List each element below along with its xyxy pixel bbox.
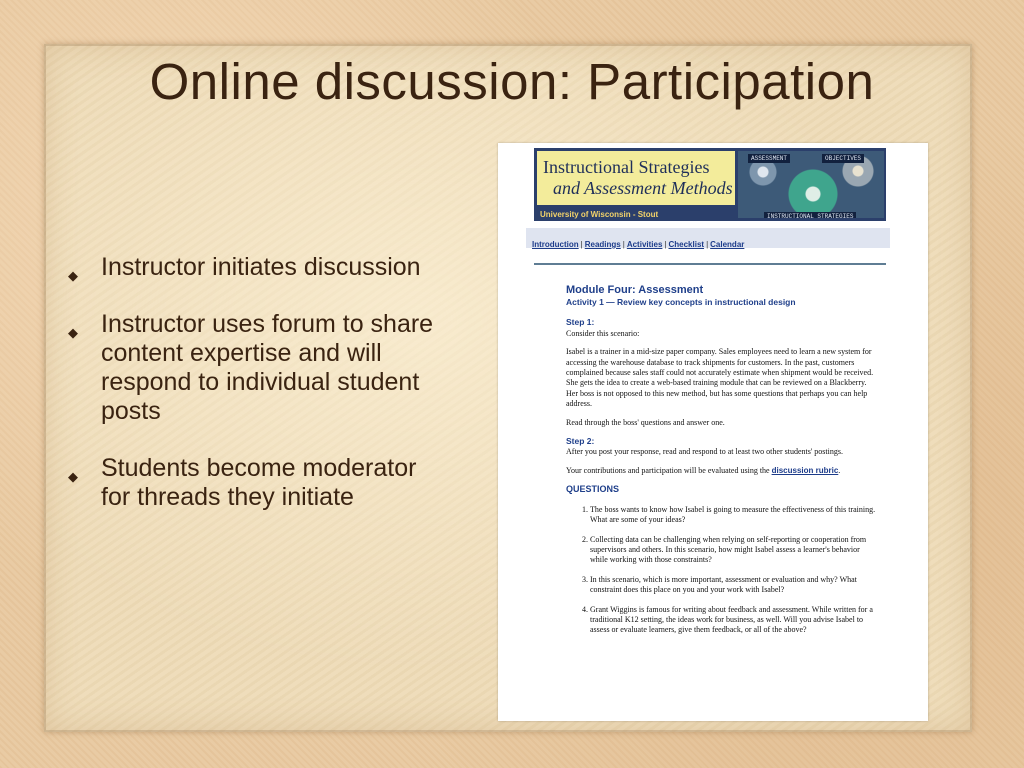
question-item: 3. In this scenario, which is more important, assessment or evaluation and why? What constraint does this place on you and your work with Isabel? — [590, 575, 876, 596]
bullet-item — [68, 253, 438, 282]
question-item: 4. Grant Wiggins is famous for writing about feedback and assessment. While written for a traditional K12 setting, the ideas work for business, as well. Will you advise Isabel to assess or evaluate learners, give them feedback, or all of the above? — [590, 605, 876, 636]
evaluation-text — [566, 466, 876, 476]
bullet-item — [68, 310, 438, 426]
divider — [534, 263, 886, 265]
module-title: Module Four: Assessment — [566, 284, 704, 296]
step1 — [566, 317, 876, 339]
bullet-item — [68, 454, 438, 512]
activity-title: Activity 1 — Review key concepts in instructional design — [566, 297, 796, 307]
question-item: 2. Collecting data can be challenging when relying on self-reporting or cooperation from supervisors and others. In this scenario, how might Isabel assess a learner's behavior while working with those constraints? — [590, 535, 876, 566]
banner-title-line1: Instructional Strategies — [543, 157, 710, 177]
course-banner — [534, 148, 886, 221]
banner-title-line2: and Assessment Methods — [553, 178, 733, 198]
assessment-tab[interactable]: ASSESSMENT — [748, 154, 790, 163]
questions-list — [566, 505, 876, 636]
scenario-text: Isabel is a trainer in a mid-size paper company. Sales employees need to learn a new system for accessing the warehouse database to track shipments for customers. In the past, customers complained because sales staff could not accurately estimate when shipment would be received. She gets the idea to create a web-based training module that can be reviewed on a Blackberry. Her boss is not opposed to this new method, but has some questions that perhaps you can help address. — [566, 347, 874, 409]
gears-graphic — [738, 151, 884, 218]
step2-label: Step 2: — [566, 436, 595, 447]
bullet-text: Students become moderator for threads they initiate — [101, 454, 417, 511]
banner-subtitle: University of Wisconsin - Stout — [540, 210, 659, 219]
diamond-bullet-icon: ◆ — [68, 268, 78, 283]
evaluation-end: . — [838, 465, 841, 475]
course-nav: Introduction | Readings | Activities | Checklist | Calendar — [526, 228, 890, 248]
step2-text: After you post your response, read and respond to at least two other students' postings. — [566, 447, 843, 457]
step1-text: Consider this scenario: — [566, 328, 640, 338]
nav-introduction[interactable]: Introduction — [532, 240, 579, 249]
evaluation-sentence: Your contributions and participation will be evaluated using the — [566, 465, 770, 475]
module-content — [566, 284, 876, 645]
nav-activities[interactable]: Activities — [626, 240, 663, 249]
bullet-text: Instructor initiates discussion — [101, 253, 421, 281]
step2 — [566, 436, 876, 458]
nav-calendar[interactable]: Calendar — [710, 240, 745, 249]
questions-heading: QUESTIONS — [566, 484, 620, 495]
bullet-list — [68, 253, 438, 540]
diamond-bullet-icon: ◆ — [68, 325, 78, 340]
question-item: 1. The boss wants to know how Isabel is going to measure the effectiveness of this training. What are some of your ideas? — [590, 505, 876, 526]
diamond-bullet-icon: ◆ — [68, 469, 78, 484]
read-through-text: Read through the boss' questions and answer one. — [566, 417, 725, 427]
nav-checklist[interactable]: Checklist — [668, 240, 705, 249]
gear-icon — [784, 165, 842, 218]
bullet-text: Instructor uses forum to share content expertise and will respond to individual student posts — [101, 310, 434, 425]
discussion-rubric-link[interactable]: discussion rubric — [771, 465, 839, 475]
banner-title-box — [537, 151, 735, 205]
slide-title: Online discussion: Participation — [149, 53, 875, 110]
course-page-screenshot — [498, 143, 928, 721]
objectives-tab[interactable]: OBJECTIVES — [822, 154, 864, 163]
course-page — [526, 143, 890, 721]
nav-readings[interactable]: Readings — [584, 240, 621, 249]
step1-label: Step 1: — [566, 317, 595, 328]
instructional-strategies-tab[interactable]: INSTRUCTIONAL STRATEGIES — [764, 212, 856, 218]
